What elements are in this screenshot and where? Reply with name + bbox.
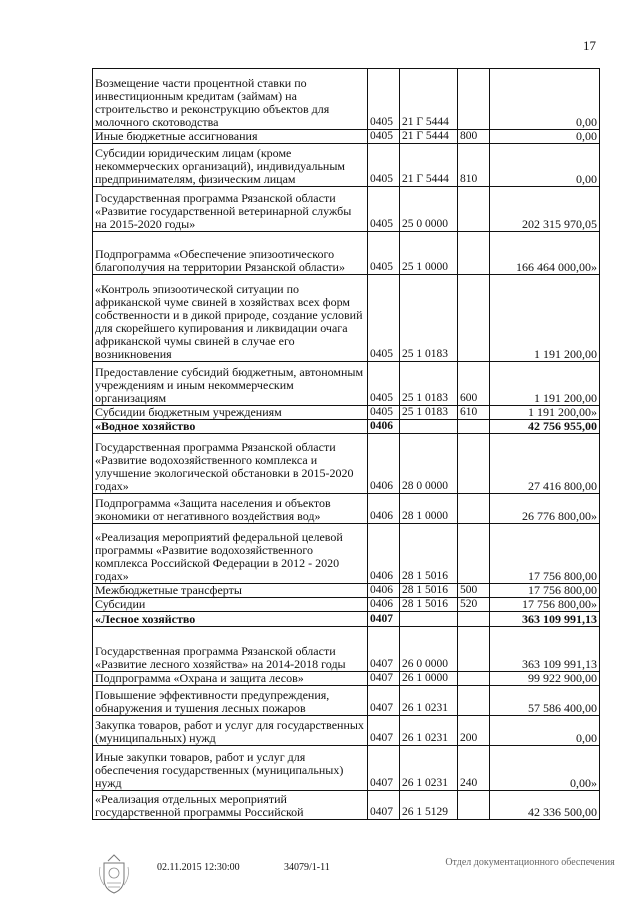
row-name-cell: Государственная программа Рязанской области «Развитие лесного хозяйства» на 2014-2018 годы [93, 627, 368, 672]
row-name-cell: Иные закупки товаров, работ и услуг для обеспечения государственных (муниципальных) нужд [93, 746, 368, 791]
row-code-cell: 26 1 0231 [400, 686, 458, 716]
row-sum-cell: 17 756 800,00 [490, 584, 600, 598]
table-row [93, 612, 600, 627]
table-row [93, 746, 600, 791]
row-type-cell [458, 791, 490, 820]
row-section-cell: 0407 [368, 612, 400, 627]
table-row [93, 69, 600, 130]
row-code-cell: 26 1 0000 [400, 672, 458, 686]
table-row [93, 716, 600, 746]
row-code-cell: 28 1 5016 [400, 598, 458, 612]
row-sum-cell: 0,00 [490, 144, 600, 187]
row-section-cell: 0407 [368, 627, 400, 672]
row-name-cell: Повышение эффективности предупреждения, обнаружения и тушения лесных пожаров [93, 686, 368, 716]
row-section-cell: 0405 [368, 362, 400, 406]
table-row [93, 434, 600, 494]
row-name-cell: Подпрограмма «Обеспечение эпизоотического благополучия на территории Рязанской области» [93, 232, 368, 275]
row-type-cell [458, 187, 490, 232]
table-row [93, 275, 600, 362]
row-code-cell: 25 1 0183 [400, 275, 458, 362]
row-section-cell: 0407 [368, 672, 400, 686]
row-code-cell: 28 1 5016 [400, 524, 458, 584]
row-section-cell: 0405 [368, 232, 400, 275]
row-section-cell: 0406 [368, 524, 400, 584]
row-name-cell: Субсидии бюджетным учреждениям [93, 406, 368, 420]
row-type-cell: 810 [458, 144, 490, 187]
row-code-cell: 25 1 0000 [400, 232, 458, 275]
table-row [93, 144, 600, 187]
row-sum-cell: 202 315 970,05 [490, 187, 600, 232]
budget-table [92, 68, 600, 820]
row-name-cell: Межбюджетные трансферты [93, 584, 368, 598]
row-name-cell: Возмещение части процентной ставки по инвестиционным кредитам (займам) на строительство и реконструкцию объектов для молочного скотоводства [93, 69, 368, 130]
table-row [93, 584, 600, 598]
row-type-cell [458, 494, 490, 524]
row-type-cell [458, 612, 490, 627]
row-type-cell: 610 [458, 406, 490, 420]
row-type-cell [458, 686, 490, 716]
row-code-cell: 21 Г 5444 [400, 69, 458, 130]
row-name-cell: Закупка товаров, работ и услуг для государственных (муниципальных) нужд [93, 716, 368, 746]
table-row [93, 494, 600, 524]
row-section-cell: 0405 [368, 69, 400, 130]
row-code-cell: 25 1 0183 [400, 362, 458, 406]
row-name-cell: Предоставление субсидий бюджетным, автономным учреждениям и иным некоммерческим организациям [93, 362, 368, 406]
row-name-cell: Государственная программа Рязанской области «Развитие государственной ветеринарной службы на 2015-2020 годы» [93, 187, 368, 232]
row-type-cell: 800 [458, 130, 490, 144]
row-section-cell: 0406 [368, 598, 400, 612]
row-sum-cell: 1 191 200,00 [490, 275, 600, 362]
row-section-cell: 0407 [368, 716, 400, 746]
table-row [93, 627, 600, 672]
row-section-cell: 0407 [368, 746, 400, 791]
row-code-cell: 26 1 0231 [400, 716, 458, 746]
row-section-cell: 0405 [368, 406, 400, 420]
row-section-cell: 0405 [368, 144, 400, 187]
department-stamp: Отдел документационного обеспечения [445, 857, 615, 868]
row-type-cell: 240 [458, 746, 490, 791]
row-code-cell [400, 612, 458, 627]
row-sum-cell: 1 191 200,00» [490, 406, 600, 420]
row-type-cell [458, 69, 490, 130]
row-name-cell: Субсидии юридическим лицам (кроме некоммерческих организаций), индивидуальным предпринимателям, физическим лицам [93, 144, 368, 187]
row-name-cell: «Реализация отдельных мероприятий государственной программы Российской [93, 791, 368, 820]
row-type-cell [458, 275, 490, 362]
row-sum-cell: 26 776 800,00» [490, 494, 600, 524]
row-type-cell [458, 524, 490, 584]
table-row [93, 598, 600, 612]
row-type-cell: 600 [458, 362, 490, 406]
row-section-cell: 0406 [368, 584, 400, 598]
row-code-cell: 28 1 0000 [400, 494, 458, 524]
table-row [93, 362, 600, 406]
row-section-cell: 0405 [368, 275, 400, 362]
row-sum-cell: 166 464 000,00» [490, 232, 600, 275]
row-sum-cell: 363 109 991,13 [490, 612, 600, 627]
row-type-cell: 200 [458, 716, 490, 746]
table-row [93, 187, 600, 232]
row-type-cell [458, 434, 490, 494]
row-type-cell: 500 [458, 584, 490, 598]
row-sum-cell: 42 756 955,00 [490, 420, 600, 434]
row-name-cell: Субсидии [93, 598, 368, 612]
table-row [93, 672, 600, 686]
row-type-cell [458, 672, 490, 686]
row-sum-cell: 57 586 400,00 [490, 686, 600, 716]
row-type-cell [458, 232, 490, 275]
table-row [93, 130, 600, 144]
row-name-cell: Подпрограмма «Охрана и защита лесов» [93, 672, 368, 686]
row-name-cell: «Лесное хозяйство [93, 612, 368, 627]
coat-of-arms-emblem [96, 853, 132, 895]
row-sum-cell: 17 756 800,00» [490, 598, 600, 612]
row-section-cell: 0405 [368, 130, 400, 144]
row-sum-cell: 0,00 [490, 716, 600, 746]
row-sum-cell: 0,00 [490, 69, 600, 130]
footer-datetime: 02.11.2015 12:30:00 [157, 862, 240, 873]
row-section-cell: 0407 [368, 686, 400, 716]
row-code-cell: 28 1 5016 [400, 584, 458, 598]
row-section-cell: 0406 [368, 494, 400, 524]
row-name-cell: «Реализация мероприятий федеральной целевой программы «Развитие водохозяйственного комплекса Российской Федерации в 2012 - 2020 годах» [93, 524, 368, 584]
table-row [93, 524, 600, 584]
table-row [93, 232, 600, 275]
row-type-cell [458, 420, 490, 434]
row-section-cell: 0405 [368, 187, 400, 232]
row-sum-cell: 42 336 500,00 [490, 791, 600, 820]
row-sum-cell: 17 756 800,00 [490, 524, 600, 584]
row-sum-cell: 1 191 200,00 [490, 362, 600, 406]
table-row [93, 420, 600, 434]
table-row [93, 406, 600, 420]
row-section-cell: 0406 [368, 434, 400, 494]
row-code-cell: 21 Г 5444 [400, 130, 458, 144]
row-code-cell [400, 420, 458, 434]
row-sum-cell: 363 109 991,13 [490, 627, 600, 672]
row-code-cell: 26 0 0000 [400, 627, 458, 672]
table-row [93, 791, 600, 820]
row-name-cell: Подпрограмма «Защита населения и объектов экономики от негативного воздействия вод» [93, 494, 368, 524]
table-row [93, 686, 600, 716]
row-sum-cell: 27 416 800,00 [490, 434, 600, 494]
row-type-cell: 520 [458, 598, 490, 612]
page-number: 17 [583, 38, 596, 53]
row-code-cell: 25 1 0183 [400, 406, 458, 420]
row-code-cell: 28 0 0000 [400, 434, 458, 494]
row-code-cell: 26 1 0231 [400, 746, 458, 791]
row-name-cell: «Контроль эпизоотической ситуации по африканской чуме свиней в хозяйствах всех форм собственности и в дикой природе, создание условий для скорейшего купирования и ликвидации очага африканской чумы свиней в случае его возникновения [93, 275, 368, 362]
row-name-cell: «Водное хозяйство [93, 420, 368, 434]
footer-doc-number: 34079/1-11 [284, 862, 330, 873]
budget-table-body [93, 69, 600, 820]
row-sum-cell: 0,00» [490, 746, 600, 791]
row-section-cell: 0406 [368, 420, 400, 434]
row-name-cell: Государственная программа Рязанской области «Развитие водохозяйственного комплекса и улучшение экологической обстановки в 2015-2020 годах» [93, 434, 368, 494]
row-code-cell: 25 0 0000 [400, 187, 458, 232]
row-sum-cell: 0,00 [490, 130, 600, 144]
row-type-cell [458, 627, 490, 672]
row-name-cell: Иные бюджетные ассигнования [93, 130, 368, 144]
row-section-cell: 0407 [368, 791, 400, 820]
row-code-cell: 21 Г 5444 [400, 144, 458, 187]
row-code-cell: 26 1 5129 [400, 791, 458, 820]
row-sum-cell: 99 922 900,00 [490, 672, 600, 686]
